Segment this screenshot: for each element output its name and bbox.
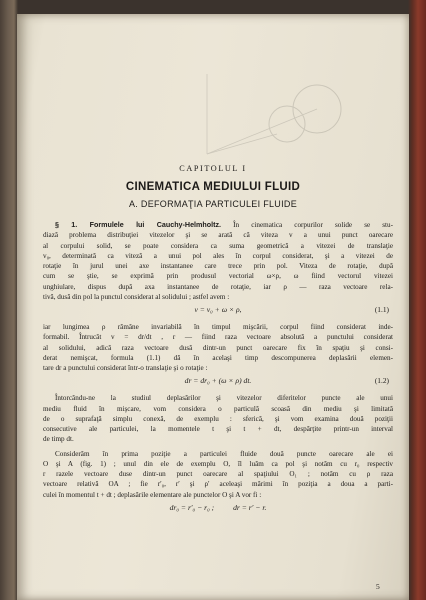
equation-1-1 (43, 304, 393, 318)
text-line: formabil. Întrucât v = dr/dt , r — fiind raza vectoare absolută a punctului considerat (43, 333, 393, 342)
equation-deplasari (43, 502, 393, 516)
text-line: de o suprafaţă simplu conexă, de exemplu : sferică, şi vom examina două poziţii (43, 414, 393, 423)
equation-formula: v = v₀ + ω × ρ, (194, 305, 242, 314)
equation-formula: dr₀ = r′₀ − r₀ ; dr = r′ − r. (169, 502, 267, 512)
text-line: al solidului, adică raza vectoare dusă dintr-un punct oarecare fix în spaţiu şi consi- (43, 343, 393, 352)
text-line: tivă, dusă din pol la punctul considerat al solidului ; astfel avem : (43, 292, 230, 301)
page-number: 5 (376, 582, 380, 591)
text-line: mediu fluid în mişcare, vom considera o particulă scoasă din mediu şi limitată (43, 404, 393, 413)
paragraph-lead: § 1. Formulele lui Cauchy-Helmholtz. (55, 221, 222, 229)
bleed-through-figure (167, 54, 367, 164)
section-title: A. DEFORMAŢIA PARTICULEI FLUIDE (129, 199, 297, 209)
text-line: de timp dt. (43, 435, 74, 444)
text-line: culei în momentul t + dt ; deplasările elementare ale punctelor O şi A vor fi : (43, 490, 262, 499)
text-line: cum se ştie, se exprimă prin produsul vectorial ω×ρ, ω fiind vectorul vitezei (43, 272, 393, 281)
text-line-rest: În cinematica corpurilor solide se stu- (221, 221, 393, 229)
text-line: v₀, determinată ca viteză a unui pol ales în corpul considerat, şi a vitezei de (43, 251, 393, 260)
equation-number: (1.1) (374, 305, 389, 314)
text-line: r razele vectoare duse dintr-un punct oarecare al spaţiului O₁ ; notăm cu ρ raza (43, 470, 393, 478)
text-line: Considerăm în prima poziţie a particulei fluide două puncte oarecare ale ei (55, 449, 393, 458)
chapter-title: CINEMATICA MEDIULUI FLUID (125, 181, 301, 193)
equation-number: (1.2) (374, 376, 389, 386)
text-line: derat nemişcat, formula (1.1) dă în acelaşi timp descompunerea deplasării elemen- (43, 353, 393, 362)
text-line: consecutive ale particulei, la momentele t şi t + dt, despărţite printr-un interval (43, 425, 393, 433)
text-line: O şi A (fig. 1) ; unul din ele de exemplu O, îl luăm ca pol şi notăm cu r₀ respectiv (43, 459, 393, 468)
chapter-label: CAPITOLUL I (179, 164, 247, 173)
text-line: rotaţie în jurul unei axe instantanee care trece prin pol. Viteza de rotaţie, după (43, 262, 393, 270)
text-line: iar lungimea ρ rămâne invariabilă în timpul mişcării, corpul fiind considerat inde- (43, 323, 393, 331)
equation-1-2 (43, 375, 393, 389)
body-text (43, 220, 393, 520)
text-line: Întorcându-ne la studiul deplasărilor şi vitezelor diferitelor puncte ale unui (55, 394, 393, 403)
book-page (17, 14, 409, 600)
equation-formula: dr = dr₀ + (ω × ρ) dt. (184, 376, 252, 386)
text-line: al corpului solid, se poate considera ca suma geometrică a vitezei de translaţie (43, 241, 393, 250)
text-line (43, 220, 393, 230)
text-line: vectoare relativă OA ; fie r′₀, r′ şi ρ′ aceleaşi mărimi în poziţia a doua a parti- (43, 480, 393, 489)
text-line: unghiulare, dispus după axa instantanee de rotaţie, iar ρ — raza vectoare rela- (43, 282, 393, 291)
text-line: tare dr a punctului considerat într-o translaţie şi o rotaţie : (43, 364, 208, 372)
text-line: diază problema distribuţiei vitezelor şi se arată că viteza v a unui punct oarecare (43, 231, 393, 240)
